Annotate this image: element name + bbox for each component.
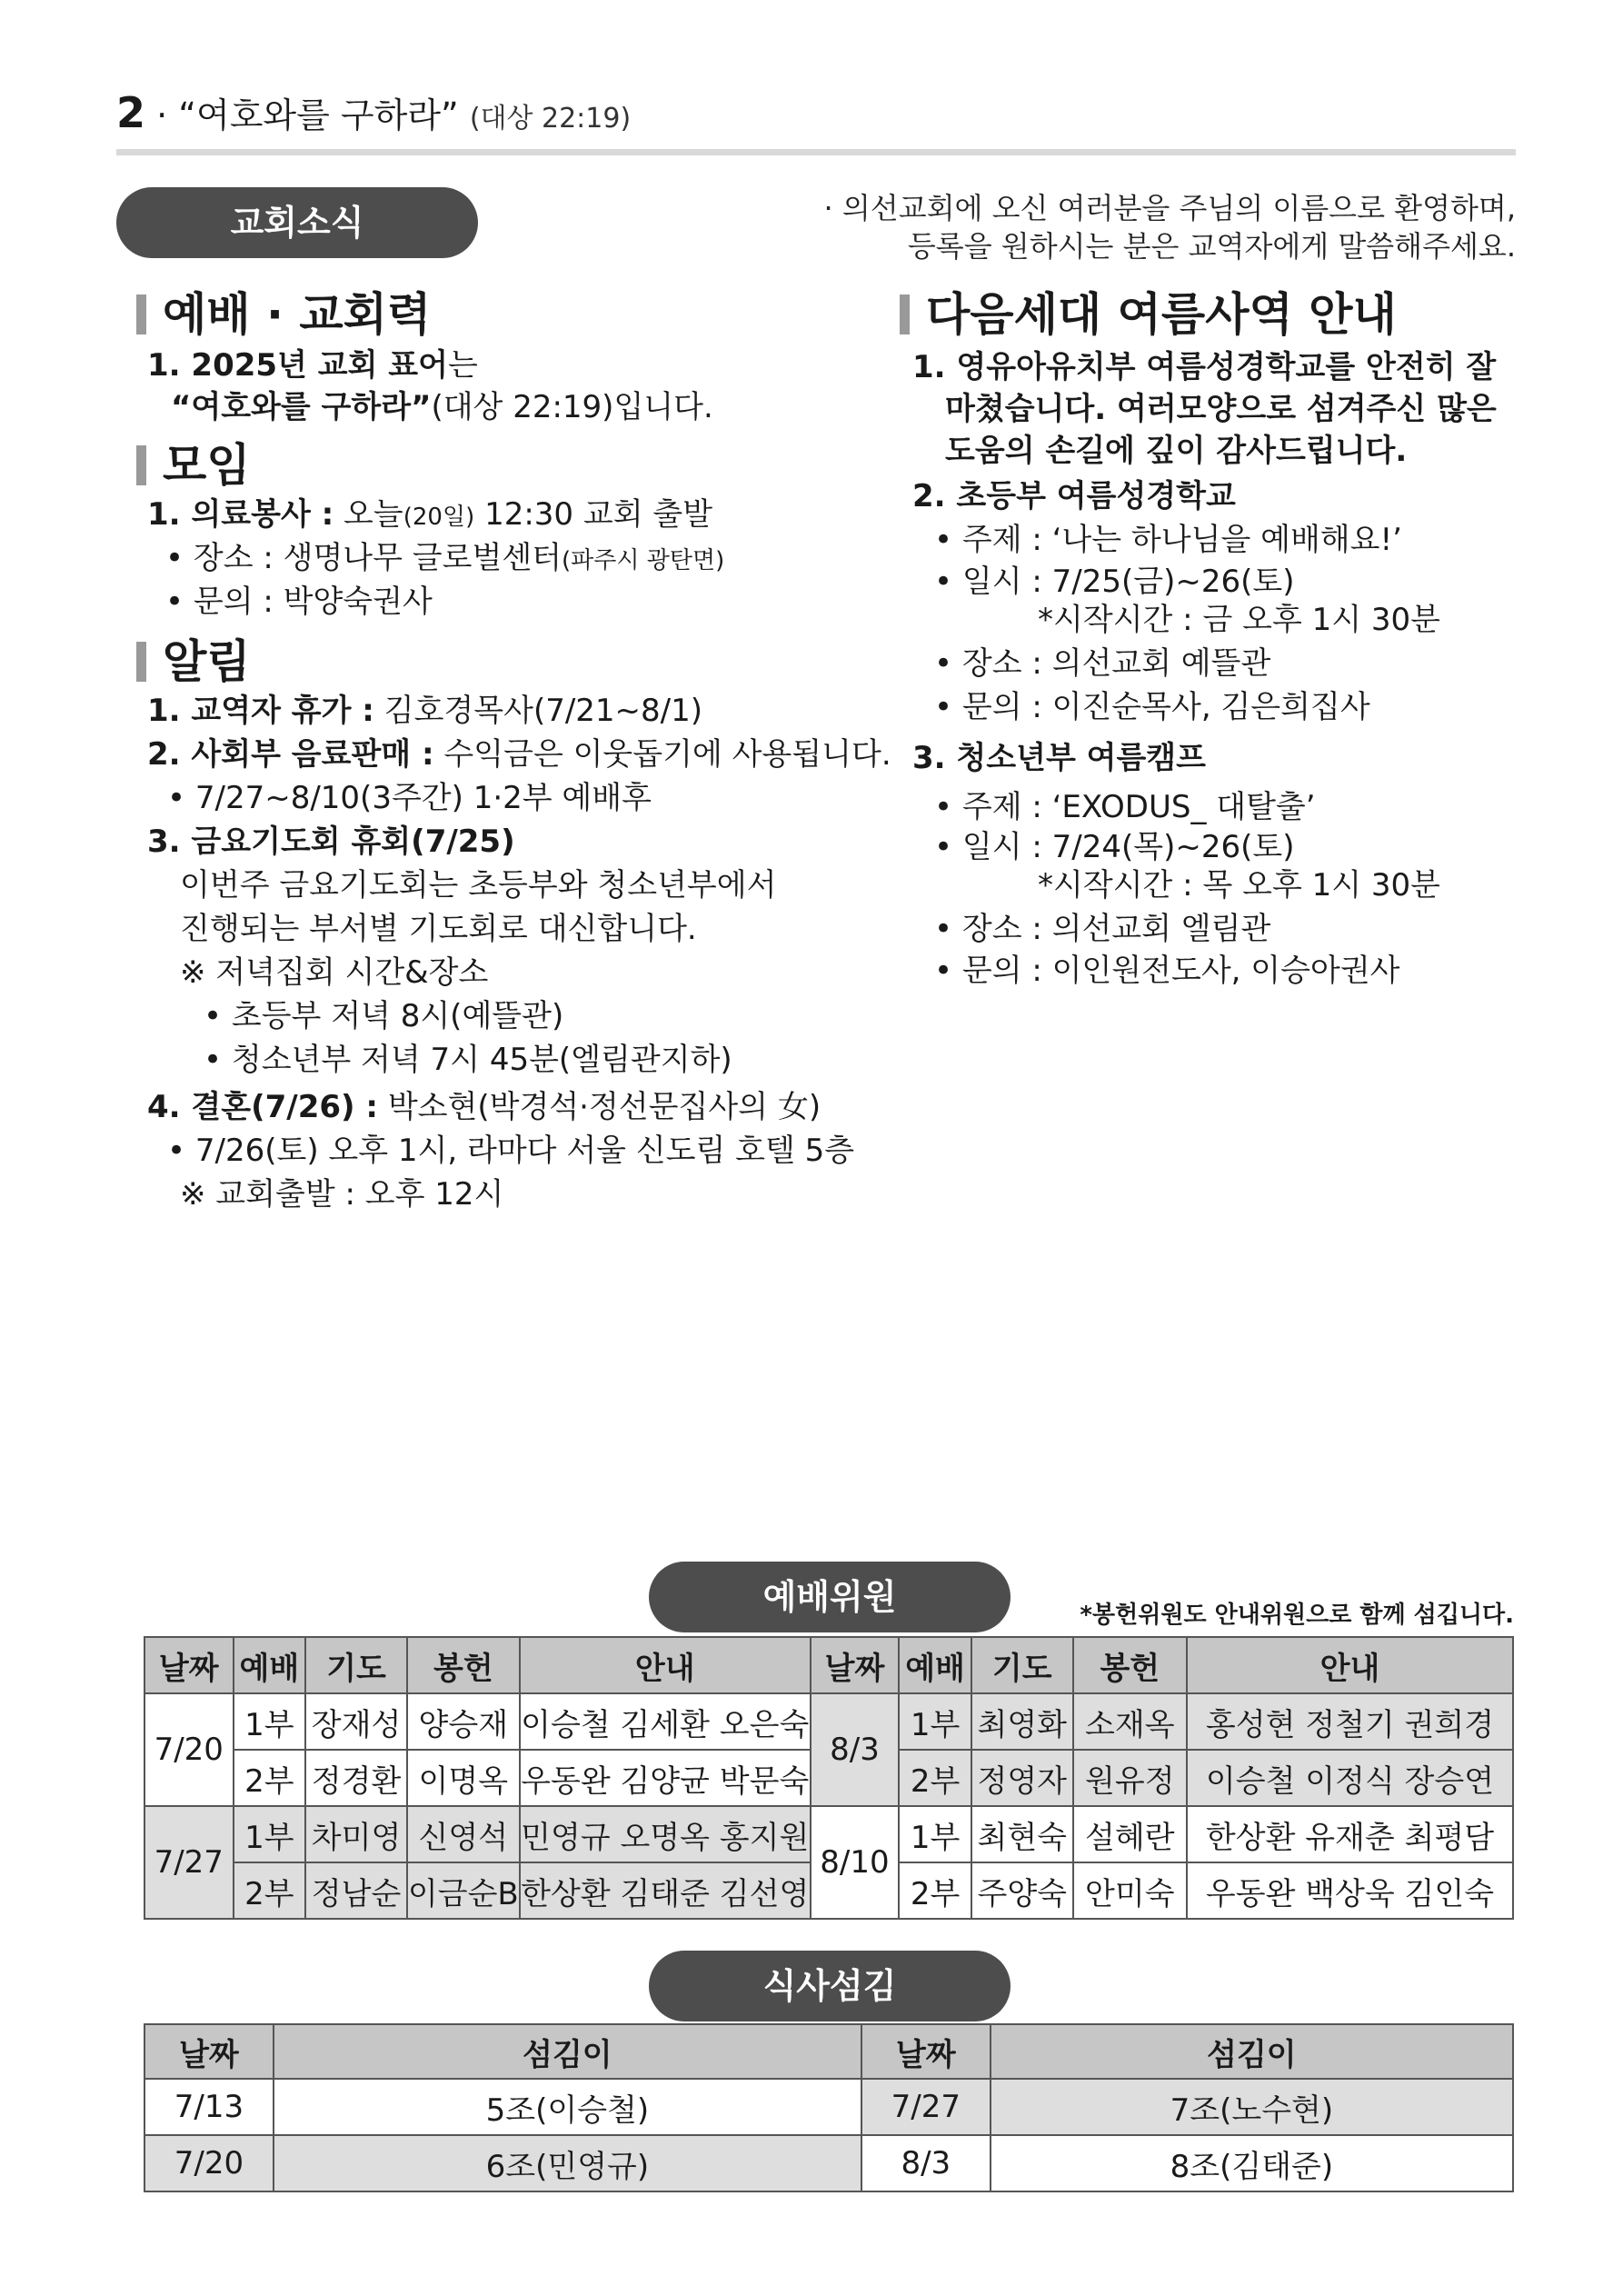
section-summer-title: 다음세대 여름사역 안내 bbox=[900, 278, 1397, 344]
header-motto: “여호와를 구하라” bbox=[178, 95, 459, 135]
summer-line-4: 2. 초등부 여름성경학교 bbox=[912, 478, 1236, 514]
header-divider bbox=[116, 149, 1516, 155]
summer-line-1: 1. 영유아유치부 여름성경학교를 안전히 잘 bbox=[912, 349, 1497, 385]
medical-place-line: • 장소 : 생명나무 글로벌센터(파주시 광탄면) bbox=[165, 540, 725, 576]
motto-line-1: 1. 2025년 교회 표어는 bbox=[147, 347, 478, 384]
summer-line-11: • 주제 : ‘EXODUS_ 대탈출’ bbox=[934, 789, 1316, 825]
notice-line-3: • 7/27~8/10(3주간) 1·2부 예배후 bbox=[167, 780, 652, 816]
notice-line-8: • 초등부 저녁 8시(예뜰관) bbox=[204, 998, 564, 1034]
table-row: 7/20 1부 장재성 양승재 이승철 김세환 오은숙 8/3 1부 최영화 소재옥 홍성현 정철기 권희경 bbox=[144, 1693, 1513, 1750]
notice-line-6: 진행되는 부서별 기도회로 대신합니다. bbox=[180, 911, 697, 947]
meal-header-row: 날짜 섬김이 날짜 섬김이 bbox=[144, 2024, 1513, 2079]
header-ref: (대상 22:19) bbox=[469, 103, 632, 135]
notice-line-5: 이번주 금요기도회는 초등부와 청소년부에서 bbox=[180, 867, 777, 903]
summer-line-15: • 문의 : 이인원전도사, 이승아권사 bbox=[934, 953, 1400, 989]
page-header bbox=[116, 87, 631, 137]
table-row: 7/27 1부 차미영 신영석 민영규 오명옥 홍지원 8/10 1부 최현숙 설혜란 한상환 유재춘 최평담 bbox=[144, 1806, 1513, 1862]
summer-line-9: • 문의 : 이진순목사, 김은희집사 bbox=[934, 689, 1370, 725]
summer-line-2: 마쳤습니다. 여러모양으로 섬겨주신 많은 bbox=[945, 391, 1497, 427]
medical-service-line: 1. 의료봉사 : 오늘(20일) 12:30 교회 출발 bbox=[147, 496, 713, 533]
page-number: 2 bbox=[116, 88, 146, 137]
worship-table bbox=[144, 1636, 1514, 1920]
notice-line-2: 2. 사회부 음료판매 : 수익금은 이웃돕기에 사용됩니다. bbox=[147, 736, 891, 773]
table-row: 7/20 6조(민영규) 8/3 8조(김태준) bbox=[144, 2135, 1513, 2191]
medical-contact-line: • 문의 : 박양숙권사 bbox=[165, 584, 433, 620]
worship-note: *봉헌위원도 안내위원으로 함께 섬깁니다. bbox=[1080, 1602, 1514, 1629]
meal-service-pill: 식사섬김 bbox=[649, 1951, 1011, 2021]
summer-line-10: 3. 청소년부 여름캠프 bbox=[912, 740, 1206, 776]
section-worship-title: 예배 · 교회력 bbox=[136, 278, 431, 344]
notice-line-4: 3. 금요기도회 휴회(7/25) bbox=[147, 824, 515, 860]
summer-line-6: • 일시 : 7/25(금)~26(토) bbox=[934, 564, 1295, 600]
worship-committee-pill: 예배위원 bbox=[649, 1562, 1011, 1632]
section-meeting-title: 모임 bbox=[136, 429, 251, 494]
summer-line-5: • 주제 : ‘나는 하나님을 예배해요!’ bbox=[934, 522, 1402, 558]
summer-line-14: • 장소 : 의선교회 엘림관 bbox=[934, 911, 1271, 947]
notice-line-9: • 청소년부 저녁 7시 45분(엘림관지하) bbox=[204, 1042, 732, 1078]
notice-line-1: 1. 교역자 휴가 : 김호경목사(7/21~8/1) bbox=[147, 693, 703, 729]
notice-line-12: ※ 교회출발 : 오후 12시 bbox=[180, 1176, 504, 1213]
notice-line-11: • 7/26(토) 오후 1시, 라마다 서울 신도림 호텔 5층 bbox=[167, 1133, 855, 1169]
church-news-pill: 교회소식 bbox=[116, 187, 478, 258]
motto-line-2: “여호와를 구하라”(대상 22:19)입니다. bbox=[171, 389, 713, 425]
table-row: 2부 정남순 이금순B 한상환 김태준 김선영 2부 주양숙 안미숙 우동완 백상욱 김인숙 bbox=[144, 1862, 1513, 1919]
table-row: 2부 정경환 이명옥 우동완 김양균 박문숙 2부 정영자 원유정 이승철 이정식 장승연 bbox=[144, 1750, 1513, 1806]
summer-line-7: *시작시간 : 금 오후 1시 30분 bbox=[1038, 602, 1440, 638]
notice-line-10: 4. 결혼(7/26) : 박소현(박경석·정선문집사의 女) bbox=[147, 1089, 821, 1125]
welcome-line-1: · 의선교회에 오신 여러분을 주님의 이름으로 환영하며, bbox=[823, 191, 1516, 225]
welcome-message bbox=[824, 189, 1516, 265]
summer-line-12: • 일시 : 7/24(목)~26(토) bbox=[934, 829, 1295, 865]
meal-table bbox=[144, 2023, 1514, 2192]
welcome-line-2: 등록을 원하시는 분은 교역자에게 말씀해주세요. bbox=[907, 229, 1516, 264]
summer-line-13: *시작시간 : 목 오후 1시 30분 bbox=[1038, 867, 1440, 903]
header-sep: · bbox=[156, 95, 168, 135]
table-row: 7/13 5조(이승철) 7/27 7조(노수현) bbox=[144, 2079, 1513, 2135]
summer-line-8: • 장소 : 의선교회 예뜰관 bbox=[934, 645, 1271, 682]
worship-header-row: 날짜 예배 기도 봉헌 안내 날짜 예배 기도 봉헌 안내 bbox=[144, 1637, 1513, 1693]
notice-line-7: ※ 저녁집회 시간&장소 bbox=[180, 954, 489, 991]
section-notice-title: 알림 bbox=[136, 625, 251, 691]
summer-line-3: 도움의 손길에 깊이 감사드립니다. bbox=[945, 433, 1408, 469]
